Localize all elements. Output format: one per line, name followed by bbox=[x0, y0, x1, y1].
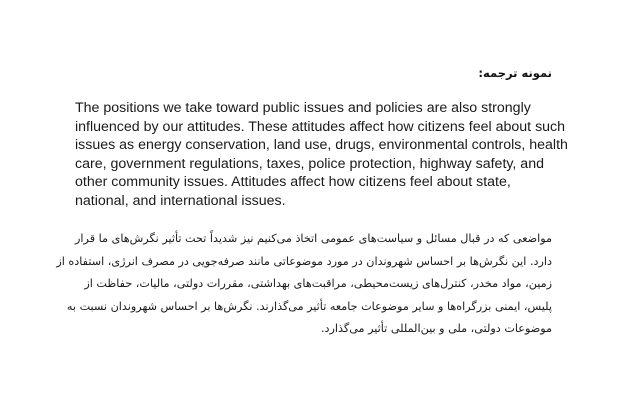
english-line: care, government regulations, taxes, police protection, highway safety, and bbox=[75, 155, 544, 172]
persian-line: دارد. این نگرش‌ها بر احساس شهروندان در مورد موضوعاتی مانند صرفه‌جویی در مصرف انرژی، استفاده از bbox=[56, 254, 552, 268]
persian-line: موضوعات دولتی، ملی و بین‌المللی تأثیر می‌گذارد. bbox=[320, 322, 552, 336]
english-paragraph bbox=[75, 99, 575, 211]
english-line: influenced by our attitudes. These attitudes affect how citizens feel about such bbox=[75, 118, 566, 135]
translation-sample-heading: نمونه ترجمه: bbox=[478, 66, 552, 80]
persian-paragraph bbox=[52, 228, 552, 341]
persian-line: پلیس، ایمنی بزرگراه‌ها و سایر موضوعات جامعه تأثیر می‌گذارند. نگرش‌ها بر احساس شهروندان نسبت به bbox=[66, 299, 552, 313]
english-line: national, and international issues. bbox=[75, 192, 286, 209]
persian-line: زمین، مواد مخدر، کنترل‌های زیست‌محیطی، مراقبت‌های بهداشتی، مقررات دولتی، مالیات، حفاظت از bbox=[84, 277, 552, 291]
persian-line: مواضعی که در قبال مسائل و سیاست‌های عمومی اتخاذ می‌کنیم نیز شدیداً تحت تأثیر نگرش‌های ما قرار bbox=[75, 232, 552, 245]
english-line: issues as energy conservation, land use, drugs, environmental controls, health bbox=[75, 137, 568, 154]
english-line: The positions we take toward public issues and policies are also strongly bbox=[75, 100, 531, 116]
english-line: other community issues. Attitudes affect how citizens feel about state, bbox=[75, 174, 511, 191]
